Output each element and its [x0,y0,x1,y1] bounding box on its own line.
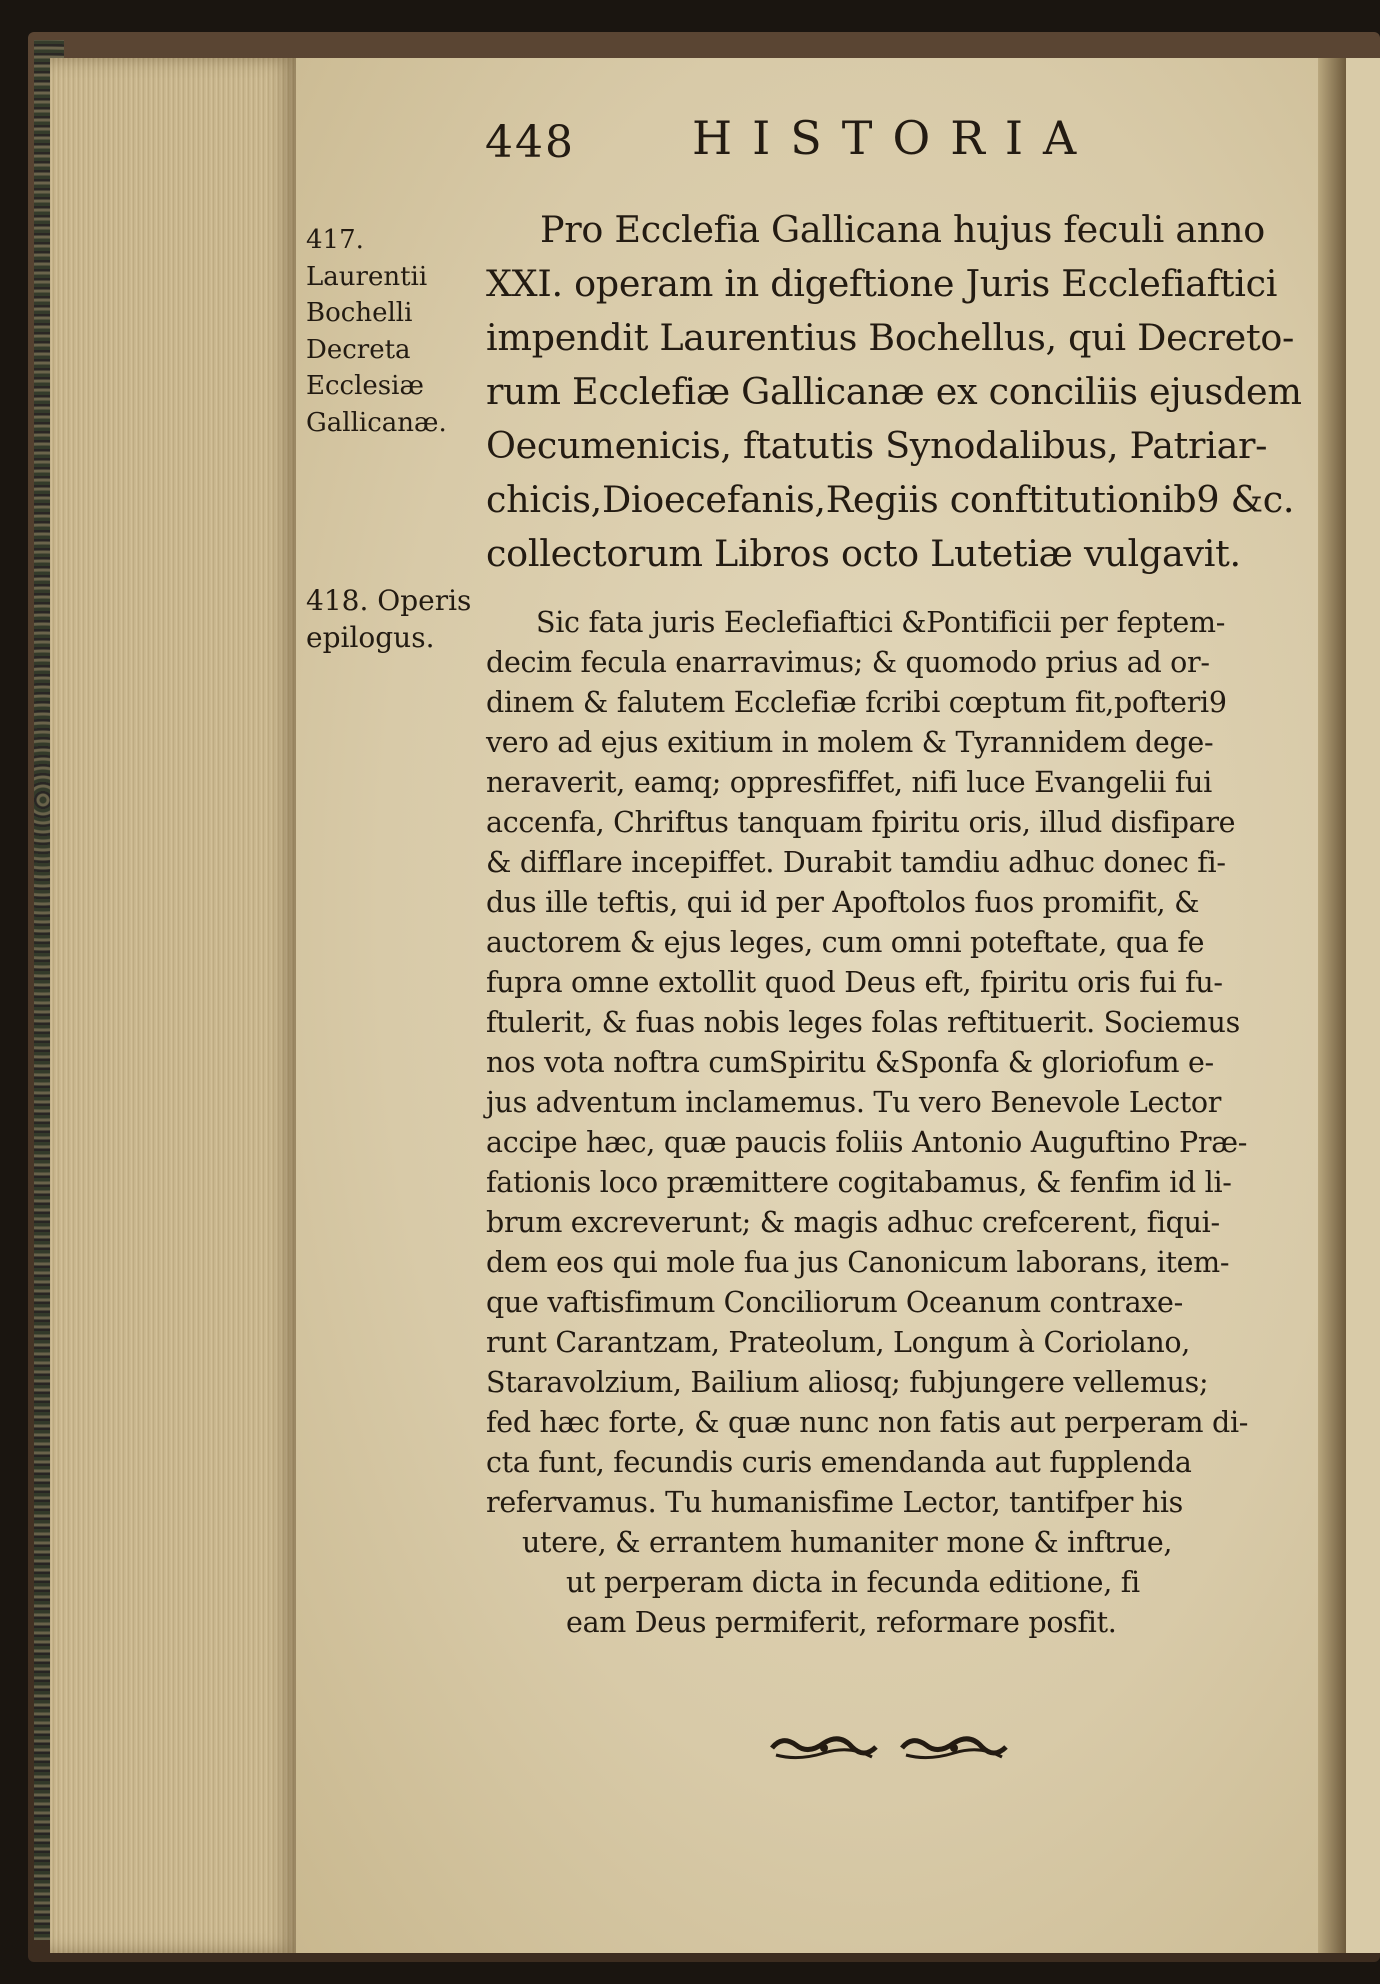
text-line: dinem & falutem Ecclefiæ fcribi cœptum fit,pofteri9 [486,686,1227,719]
text-line: accenfa, Chriftus tanquam fpiritu oris, illud disfipare [486,806,1236,839]
text-line: ftulerit, & fuas nobis leges folas reftituerit. Sociemus [486,1006,1240,1039]
text-line: vero ad ejus exitium in molem & Tyrannidem dege- [486,726,1214,759]
text-line: que vaftisfimum Conciliorum Oceanum contraxe- [486,1286,1183,1319]
text-line: impendit Laurentius Bochellus, qui Decreto- [486,316,1295,359]
text-line: dus ille teftis, qui id per Apoftolos fuos promifit, & [486,886,1200,919]
margin-note-417: 417. Laurentii Bochelli Decreta Ecclesiæ Gallicanæ. [306,225,447,438]
margin-note-418: 418. Operis epilogus. [306,584,472,654]
text-line: collectorum Libros octo Lutetiæ vulgavit. [486,532,1241,575]
page-header [485,105,1125,175]
fleuron-right-icon [898,1733,1010,1763]
text-line: refervamus. Tu humanisfime Lector, tantifper his [486,1486,1183,1519]
text-line: fupra omne extollit quod Deus eft, fpiritu oris fui fu- [486,966,1223,999]
text-line: eam Deus permiferit, reformare posfit. [566,1606,1117,1639]
text-line: & difflare incepiffet. Durabit tamdiu adhuc donec fi- [486,846,1226,879]
printer-fleuron-ornament [768,1728,1018,1768]
text-line: brum excreverunt; & magis adhuc crefcerent, fiqui- [486,1206,1220,1239]
text-line: jus adventum inclamemus. Tu vero Benevole Lector [486,1086,1222,1119]
text-line: decim fecula enarravimus; & quomodo prius ad or- [486,646,1210,679]
text-line: Sic fata juris Eeclefiaftici &Pontificii per feptem- [536,606,1226,639]
text-line: accipe hæc, quæ paucis foliis Antonio Auguftino Præ- [486,1126,1248,1159]
fleuron-left-icon [768,1733,880,1763]
text-line: Pro Ecclefia Gallicana hujus feculi anno [540,208,1265,251]
page-block-edges [50,58,298,1953]
text-line: runt Carantzam, Prateolum, Longum à Coriolano, [486,1326,1191,1359]
text-line: auctorem & ejus leges, cum omni poteftate, qua fe [486,926,1205,959]
text-line: nos vota noftra cumSpiritu &Sponfa & gloriofum e- [486,1046,1214,1079]
text-line: fationis loco præmittere cogitabamus, & fenfim id li- [486,1166,1232,1199]
text-line: Oecumenicis, ftatutis Synodalibus, Patriar- [486,424,1268,467]
running-head: HISTORIA [692,111,1097,165]
text-line: utere, & errantem humaniter mone & inftrue, [522,1526,1173,1559]
text-line: rum Ecclefiæ Gallicanæ ex conciliis ejusdem [486,370,1302,413]
text-line: ut perperam dicta in fecunda editione, fi [566,1566,1140,1599]
text-line: Staravolzium, Bailium aliosq; fubjungere vellemus; [486,1366,1209,1399]
text-line: XXI. operam in digeftione Juris Ecclefiaftici [486,262,1278,305]
text-line: neraverit, eamq; oppresfiffet, nifi luce Evangelii fui [486,766,1212,799]
text-line: fed hæc forte, & quæ nunc non fatis aut perperam di- [486,1406,1249,1439]
text-line: chicis,Dioecefanis,Regiis conftitutionib9 &c. [486,478,1295,521]
text-line: cta funt, fecundis curis emendanda aut fupplenda [486,1446,1192,1479]
text-line: dem eos qui mole fua jus Canonicum laborans, item- [486,1246,1230,1279]
page-number: 448 [485,117,575,168]
book-gutter [1318,58,1346,1953]
facing-page-edge [1346,58,1380,1953]
